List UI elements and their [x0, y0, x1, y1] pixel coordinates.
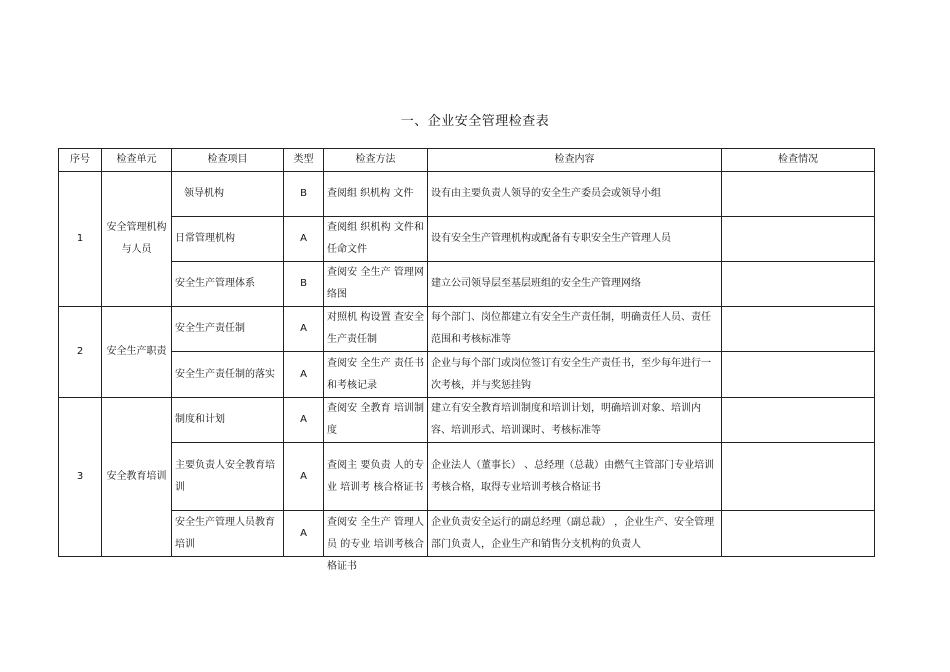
header-status: 检查情况	[722, 149, 875, 172]
check-type: A	[284, 511, 324, 557]
check-method: 查阅安 全教育 培训制度	[324, 398, 428, 443]
header-no: 序号	[59, 149, 102, 172]
header-type: 类型	[284, 149, 324, 172]
table-row	[59, 172, 875, 217]
check-method: 查阅安 全生产 管理网络图	[324, 262, 428, 307]
check-method	[324, 511, 428, 572]
table-row	[59, 262, 875, 307]
check-content: 建立有安全教育培训制度和培训计划，明确培训对象、培训内容、培训形式、培训课时、考核标准等	[428, 398, 722, 443]
check-item: 领导机构	[172, 172, 284, 217]
check-item: 安全生产责任制的落实	[172, 352, 284, 398]
table-row	[59, 443, 875, 511]
check-item: 安全生产管理体系	[172, 262, 284, 307]
table-row	[59, 511, 875, 557]
check-status-cell[interactable]	[722, 511, 875, 557]
header-item: 检查项目	[172, 149, 284, 172]
check-method-text: 查阅安 全生产 管理人员 的专业 培训考核合格证书	[327, 516, 424, 572]
check-status-cell[interactable]	[722, 443, 875, 511]
check-type: A	[284, 398, 324, 443]
check-item	[172, 511, 284, 557]
header-method: 检查方法	[324, 149, 428, 172]
page-title: 一、企业安全管理检查表	[400, 114, 550, 129]
group-unit: 安全教育培训	[102, 398, 172, 557]
check-type: A	[284, 217, 324, 262]
check-content: 企业法人（董事长） 、总经理（总裁）由燃气主管部门专业培训考核合格，取得专业培训考核合格证书	[428, 443, 722, 511]
check-item: 制度和计划	[172, 398, 284, 443]
check-content: 设有由主要负责人领导的安全生产委员会或领导小组	[428, 172, 722, 217]
check-status-cell[interactable]	[722, 172, 875, 217]
check-item: 主要负责人安全教育培训	[172, 443, 284, 511]
check-status-cell[interactable]	[722, 217, 875, 262]
check-type: A	[284, 307, 324, 352]
check-type: B	[284, 172, 324, 217]
check-type: A	[284, 443, 324, 511]
header-row	[59, 149, 875, 172]
check-method: 查阅安 全生产 责任书和考核记录	[324, 352, 428, 398]
safety-check-table	[58, 148, 875, 572]
check-item: 日常管理机构	[172, 217, 284, 262]
check-method: 查阅组 织机构 文件	[324, 172, 428, 217]
check-method: 查阅组 织机构 文件和任命文件	[324, 217, 428, 262]
check-type: B	[284, 262, 324, 307]
check-content-text: 企业负责安全运行的副总经理（副总裁） ，企业生产、安全管理部门负责人，企业生产和销售分支机构的负责人	[431, 516, 715, 550]
check-content: 每个部门、岗位都建立有安全生产责任制，明确责任人员、责任范围和考核标准等	[428, 307, 722, 352]
check-content: 建立公司领导层至基层班组的安全生产管理网络	[428, 262, 722, 307]
check-method: 对照机 构设置 查安全生产责任制	[324, 307, 428, 352]
header-unit: 检查单元	[102, 149, 172, 172]
group-no: 2	[59, 307, 102, 398]
check-status-cell[interactable]	[722, 352, 875, 398]
group-unit: 安全管理机构与人员	[102, 172, 172, 307]
table-row	[59, 217, 875, 262]
check-content: 企业与每个部门或岗位签订有安全生产责任书，至少每年进行一次考核，并与奖惩挂钩	[428, 352, 722, 398]
table-row	[59, 307, 875, 352]
check-content	[428, 511, 722, 557]
table-row	[59, 352, 875, 398]
group-no: 1	[59, 172, 102, 307]
check-item: 安全生产责任制	[172, 307, 284, 352]
table-row	[59, 398, 875, 443]
check-content: 设有安全生产管理机构或配备有专职安全生产管理人员	[428, 217, 722, 262]
check-status-cell[interactable]	[722, 398, 875, 443]
check-method: 查阅主 要负责 人的专业 培训考 核合格证书	[324, 443, 428, 511]
group-no: 3	[59, 398, 102, 557]
check-item-text: 安全生产管理人员教育培训	[175, 516, 275, 550]
check-status-cell[interactable]	[722, 307, 875, 352]
group-unit: 安全生产职责	[102, 307, 172, 398]
check-status-cell[interactable]	[722, 262, 875, 307]
check-type: A	[284, 352, 324, 398]
header-content: 检查内容	[428, 149, 722, 172]
